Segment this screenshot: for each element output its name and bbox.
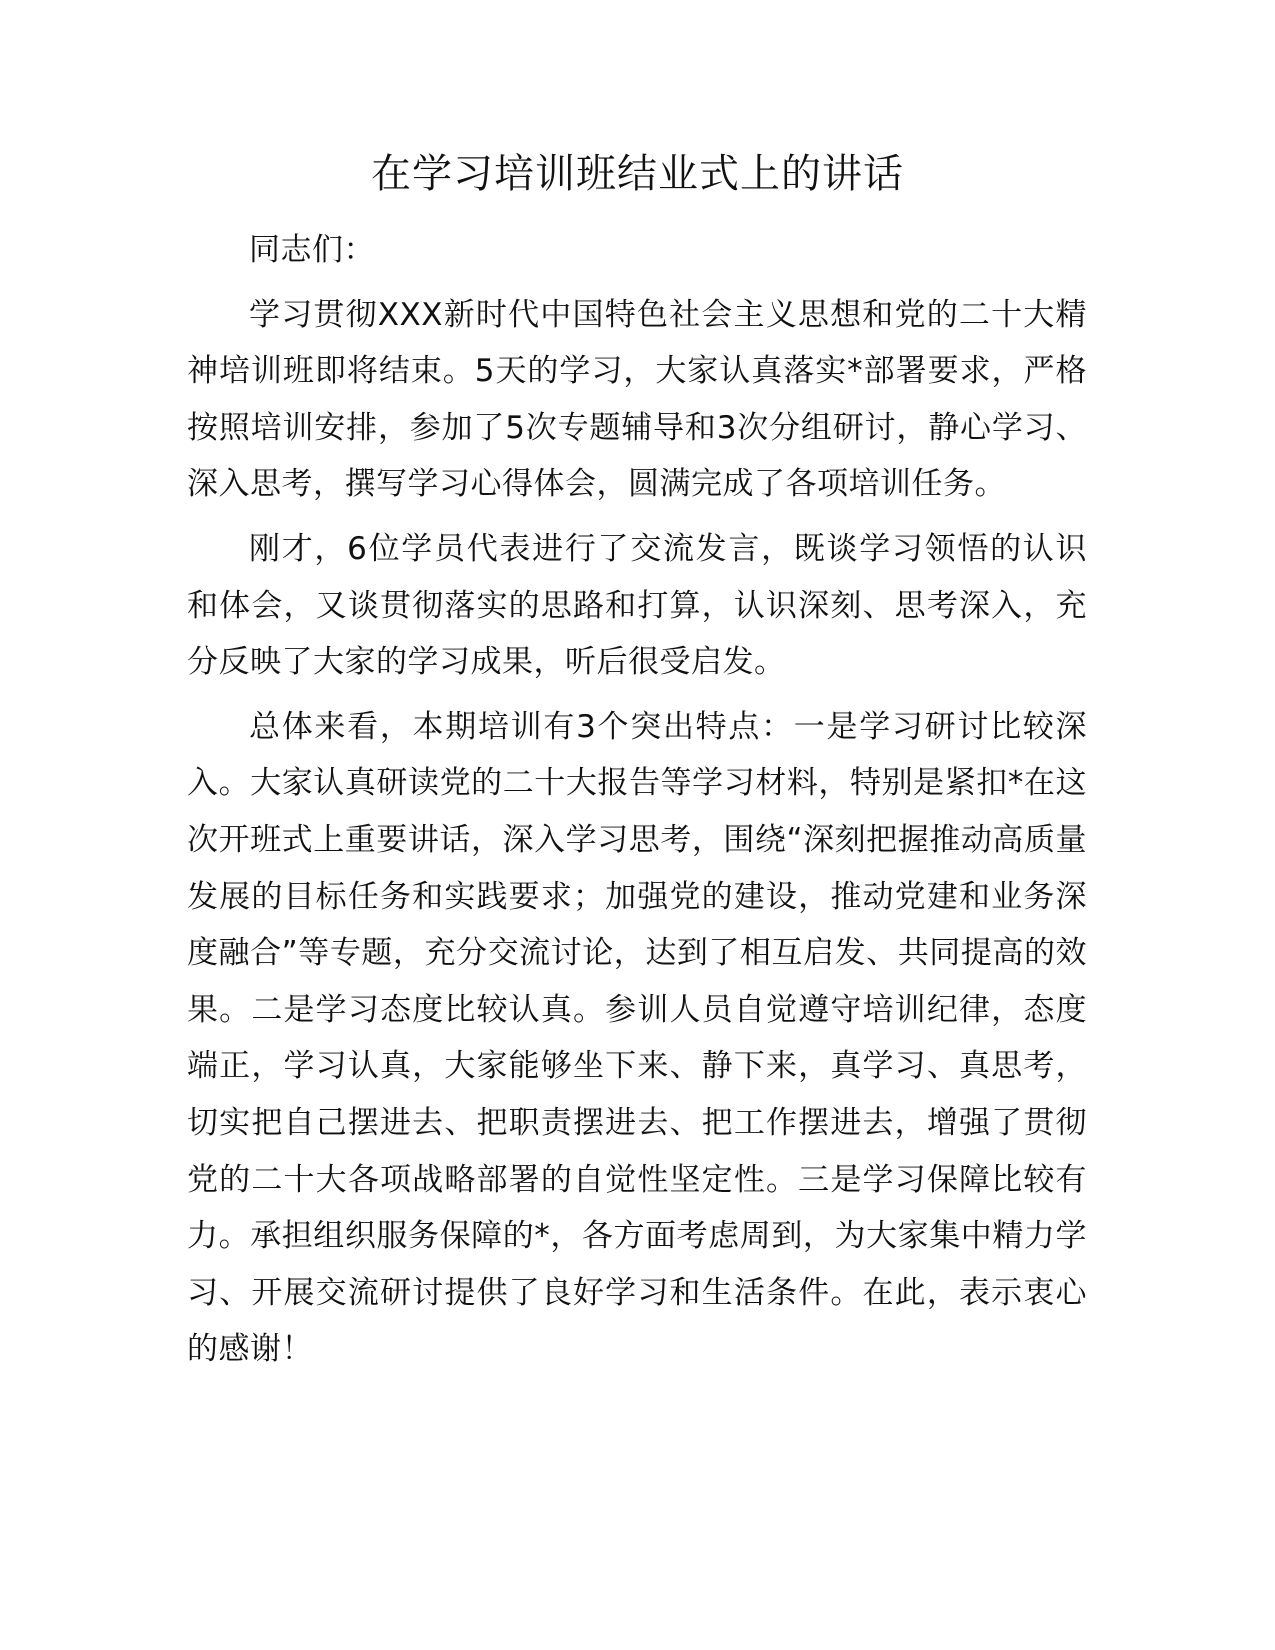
salutation: 同志们：: [249, 232, 375, 268]
document-title: 在学习培训班结业式上的讲话: [371, 151, 904, 197]
paragraph-2: 刚才，6位学员代表进行了交流发言，既谈学习领悟的认识和体会，又谈贯彻落实的思路和打算，认识深刻、思考深入，充分反映了大家的学习成果，听后很受启发。: [187, 530, 1087, 681]
paragraph-3: 总体来看，本期培训有3个突出特点：一是学习研讨比较深入。大家认真研读党的二十大报告等学习材料，特别是紧扣*在这次开班式上重要讲话，深入学习思考，围绕“深刻把握推动高质量发展的目标任务和实践要求；加强党的建设，推动党建和业务深度融合”等专题，充分交流讨论，达到了相互启发、共同提高的效果。二是学习态度比较认真。参训人员自觉遵守培训纪律，态度端正，学习认真，大家能够坐下来、静下来，真学习、真思考，切实把自己摆进去、把职责摆进去、把工作摆进去，增强了贯彻党的二十大各项战略部署的自觉性坚定性。三是学习保障比较有力。承担组织服务保障的*，各方面考虑周到，为大家集中精力学习、开展交流研讨提供了良好学习和生活条件。在此，表示衷心的感谢！: [187, 708, 1087, 1368]
document-body: [187, 222, 1087, 1386]
paragraph-1: 学习贯彻XXX新时代中国特色社会主义思想和党的二十大精神培训班即将结束。5天的学习，大家认真落实*部署要求，严格按照培训安排，参加了5次专题辅导和3次分组研讨，静心学习、深入思考，撰写学习心得体会，圆满完成了各项培训任务。: [187, 296, 1087, 503]
